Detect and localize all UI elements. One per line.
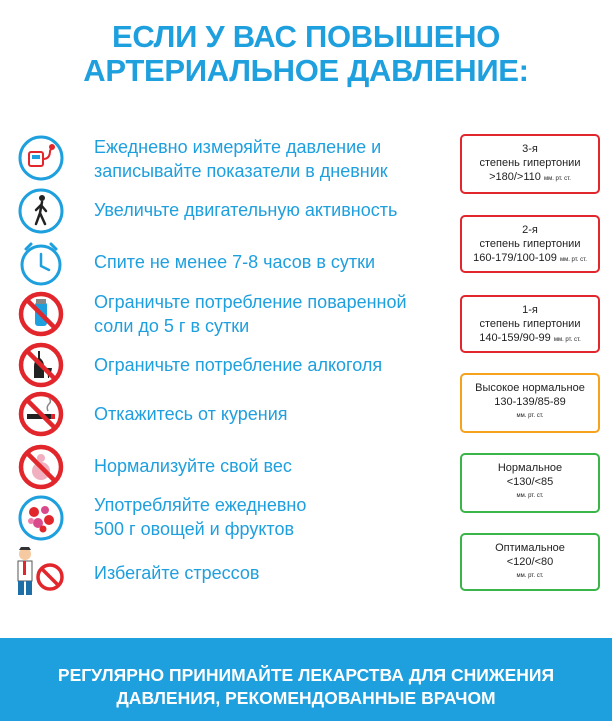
level-unit: мм. рт. ст. — [516, 413, 544, 419]
level-value: 160-179/100-109 — [473, 252, 557, 264]
title-line-1: ЕСЛИ У ВАС ПОВЫШЕНО — [111, 19, 501, 54]
level-box-high-normal — [460, 373, 600, 433]
level-value: <130/<85 — [506, 476, 554, 488]
tip-line: записывайте показатели в дневник — [94, 161, 388, 181]
tip-line: Избегайте стрессов — [94, 563, 260, 583]
level-title: 1-я — [522, 304, 538, 316]
tip-line: соли до 5 г в сутки — [94, 316, 250, 336]
tip-alcohol — [94, 353, 382, 377]
level-value: 140-159/90-99 — [479, 332, 551, 344]
level-value: 130-139/85-89 — [494, 396, 566, 408]
level-box-grade-1 — [460, 295, 600, 353]
walking-person-icon — [18, 188, 64, 234]
blood-pressure-monitor-icon — [18, 135, 64, 181]
tip-salt — [94, 290, 407, 338]
tip-line: Увеличьте двигательную активность — [94, 200, 398, 220]
level-box-grade-2 — [460, 215, 600, 273]
footer-line-1: РЕГУЛЯРНО ПРИНИМАЙТЕ ЛЕКАРСТВА ДЛЯ СНИЖЕНИЯ — [57, 665, 555, 685]
level-unit: мм. рт. ст. — [516, 573, 544, 579]
alarm-clock-icon — [18, 240, 64, 286]
tip-line: Откажитесь от курения — [94, 404, 288, 424]
level-subtitle: степень гипертонии — [479, 238, 581, 250]
page-title — [0, 20, 612, 88]
tip-sleep — [94, 250, 375, 274]
level-value: >180/>110 — [489, 171, 541, 183]
no-smoking-icon — [18, 391, 64, 437]
fruits-vegetables-icon — [18, 495, 64, 541]
tip-line: Ограничьте потребление алкоголя — [94, 355, 383, 375]
title-line-2: АРТЕРИАЛЬНОЕ ДАВЛЕНИЕ: — [83, 53, 529, 88]
level-box-optimal — [460, 533, 600, 591]
tip-smoking — [94, 402, 288, 426]
level-title: Высокое нормальное — [475, 382, 585, 394]
level-box-normal — [460, 453, 600, 513]
level-unit: мм. рт. ст. — [543, 176, 571, 182]
tip-line: Нормализуйте свой вес — [94, 456, 292, 476]
footer-banner — [0, 638, 612, 721]
tip-line: Ежедневно измеряйте давление и — [94, 137, 382, 157]
level-value: <120/<80 — [506, 556, 554, 568]
level-unit: мм. рт. ст. — [559, 257, 587, 263]
tip-line: Употребляйте ежедневно — [94, 495, 307, 515]
level-unit: мм. рт. ст. — [516, 493, 544, 499]
tip-line: 500 г овощей и фруктов — [94, 519, 295, 539]
no-stress-icon — [12, 545, 66, 599]
tip-stress — [94, 561, 259, 585]
no-salt-icon — [18, 291, 64, 337]
no-alcohol-icon — [18, 342, 64, 388]
footer-line-2: ДАВЛЕНИЯ, РЕКОМЕНДОВАННЫЕ ВРАЧОМ — [116, 688, 496, 708]
level-title: Нормальное — [497, 462, 563, 474]
level-subtitle: степень гипертонии — [479, 157, 581, 169]
level-title: 2-я — [522, 224, 538, 236]
level-box-grade-3 — [460, 134, 600, 194]
level-title: 3-я — [522, 143, 538, 155]
level-subtitle: степень гипертонии — [479, 318, 581, 330]
level-unit: мм. рт. ст. — [553, 337, 581, 343]
tip-activity — [94, 198, 397, 222]
tip-fruits — [94, 493, 306, 541]
no-overweight-icon — [18, 444, 64, 490]
level-title: Оптимальное — [495, 542, 565, 554]
tip-measure-pressure — [94, 135, 388, 183]
tip-weight — [94, 454, 292, 478]
tip-line: Ограничьте потребление поваренной — [94, 292, 407, 312]
tip-line: Спите не менее 7-8 часов в сутки — [94, 252, 376, 272]
